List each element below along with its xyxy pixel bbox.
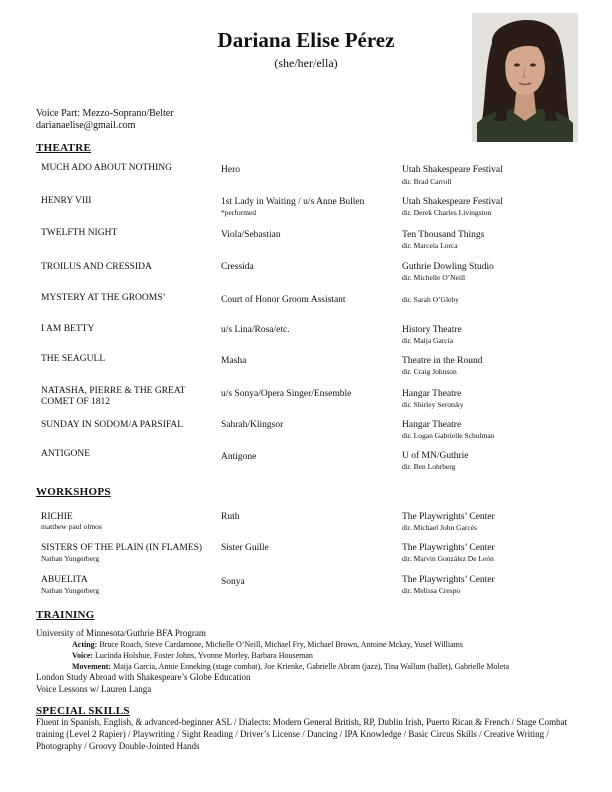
credit-director: dir. Maija García [402, 336, 454, 345]
voice-part: Voice Part: Mezzo-Soprano/Belter [36, 108, 174, 119]
credit-venue: Ten Thousand Things [402, 230, 485, 240]
credit-title: TROILUS AND CRESSIDA [41, 262, 152, 272]
skills-line: Photography / Groovy Double-Jointed Hands [36, 741, 200, 751]
section-workshops: WORKSHOPS [36, 486, 111, 498]
headshot-illustration [472, 13, 578, 142]
email-address: darianaelise@gmail.com [36, 120, 136, 131]
workshop-director: dir. Melissa Crespo [402, 586, 461, 595]
training-movement [72, 662, 509, 671]
credit-director: dir. Shirley Serotsky [402, 400, 464, 409]
credit-venue: History Theatre [402, 325, 462, 335]
training-abroad: London Study Abroad with Shakespeare’s Globe Education [36, 672, 251, 682]
workshop-title: ABUELITA [41, 575, 88, 585]
credit-venue: Theatre in the Round [402, 356, 483, 366]
movement-teachers: Maija Garcia, Annie Enneking (stage combat), Joe Krienke, Gabrielle Abram (jazz), Tina Wallum (ballet), Gabrielle Moleta [113, 662, 510, 671]
workshop-author: Nathan Yungerberg [41, 554, 100, 563]
workshop-venue: The Playwrights’ Center [402, 543, 495, 553]
workshop-role: Sonya [221, 577, 245, 587]
credit-venue: Utah Shakespeare Festival [402, 197, 503, 207]
credit-role: Antigone [221, 452, 257, 462]
workshop-director: dir. Marvin González De León [402, 554, 494, 563]
credit-title: NATASHA, PIERRE & THE GREAT [41, 386, 186, 396]
credit-director: dir. Ben Lohrberg [402, 462, 456, 471]
pronouns: (she/her/ella) [274, 56, 338, 70]
credit-venue: Hangar Theatre [402, 389, 462, 399]
credit-title: MUCH ADO ABOUT NOTHING [41, 163, 172, 173]
workshop-title: RICHIE [41, 512, 73, 522]
credit-role: Cressida [221, 262, 254, 272]
credit-director: dir. Marcela Lorca [402, 241, 458, 250]
workshop-title: SISTERS OF THE PLAIN (IN FLAMES) [41, 543, 203, 553]
headshot-photo [472, 13, 578, 142]
workshop-venue: The Playwrights’ Center [402, 512, 495, 522]
training-voice [72, 651, 313, 660]
credit-title: THE SEAGULL [41, 354, 106, 364]
voice-teachers: Lucinda Holshue, Foster Johns, Yvonne Morley, Barbara Houseman [95, 651, 313, 660]
acting-teachers: Bruce Roach, Steve Cardamone, Michelle O’Neill, Michael Fry, Michael Brown, Antoine Mckay, Yusef Williams [99, 640, 463, 649]
skills-line: training (Level 2 Rapier) / Playwriting / Sight Reading / Driver’s License / Dancing / IPA Knowledge / Basic Circus Skills / Creative Writing / [36, 729, 549, 739]
credit-director: dir. Sarah O’Gleby [402, 295, 459, 304]
skills-line: Fluent in Spanish, English, & advanced-beginner ASL / Dialects: Modern General British, RP, Dublin Irish, Puerto Rican & French / Stage Combat [36, 717, 568, 727]
training-program: University of Minnesota/Guthrie BFA Program [36, 628, 206, 638]
credit-venue: Utah Shakespeare Festival [402, 165, 503, 175]
credit-director: dir. Logan Gabrielle Schulman [402, 431, 495, 440]
credit-venue: Guthrie Dowling Studio [402, 262, 494, 272]
credit-role: Viola/Sebastian [221, 230, 281, 240]
movement-label: Movement: [72, 662, 112, 671]
credit-role: 1st Lady in Waiting / u/s Anne Bullen [221, 197, 365, 207]
credit-title: SUNDAY IN SODOM/A PARSIFAL [41, 420, 184, 430]
credit-title: I AM BETTY [41, 324, 95, 334]
section-training: TRAINING [36, 609, 95, 621]
credit-title: MYSTERY AT THE GROOMS’ [41, 293, 166, 303]
section-theatre: THEATRE [36, 142, 92, 154]
credit-role: Sahrah/Klingsor [221, 420, 284, 430]
credit-title: TWELFTH NIGHT [41, 228, 118, 238]
credit-title: ANTIGONE [41, 449, 91, 459]
credit-director: dir. Michelle O’Neill [402, 273, 466, 282]
credit-director: dir. Brad Carroll [402, 177, 452, 186]
section-special-skills: SPECIAL SKILLS [36, 705, 130, 717]
workshop-venue: The Playwrights’ Center [402, 575, 495, 585]
credit-director: dir. Craig Johnson [402, 367, 457, 376]
workshop-role: Sister Guille [221, 543, 269, 553]
voice-label: Voice: [72, 651, 94, 660]
credit-role: Masha [221, 356, 247, 366]
resume-name: Dariana Elise Pérez [217, 28, 395, 52]
training-acting [72, 640, 463, 649]
credit-venue: U of MN/Guthrie [402, 451, 469, 461]
workshop-author: matthew paul olmos [41, 522, 102, 531]
credit-title: HENRY VIII [41, 196, 92, 206]
workshop-role: Ruth [221, 512, 240, 522]
credit-role: Court of Honor Groom Assistant [221, 295, 346, 305]
credit-role: u/s Sonya/Opera Singer/Ensemble [221, 389, 352, 399]
workshop-author: Nathan Yungerberg [41, 586, 100, 595]
acting-label: Acting: [72, 640, 98, 649]
credit-title-continued: COMET OF 1812 [41, 397, 110, 407]
credit-role: Hero [221, 165, 240, 175]
credit-venue: Hangar Theatre [402, 420, 462, 430]
training-voice-lessons: Voice Lessons w/ Lauren Langa [36, 684, 152, 694]
workshop-director: dir. Michael John Garcés [402, 523, 477, 532]
credit-role: u/s Lina/Rosa/etc. [221, 325, 290, 335]
credit-director: dir. Derek Charles Livingston [402, 208, 492, 217]
credit-role-note: *performed [221, 208, 256, 217]
